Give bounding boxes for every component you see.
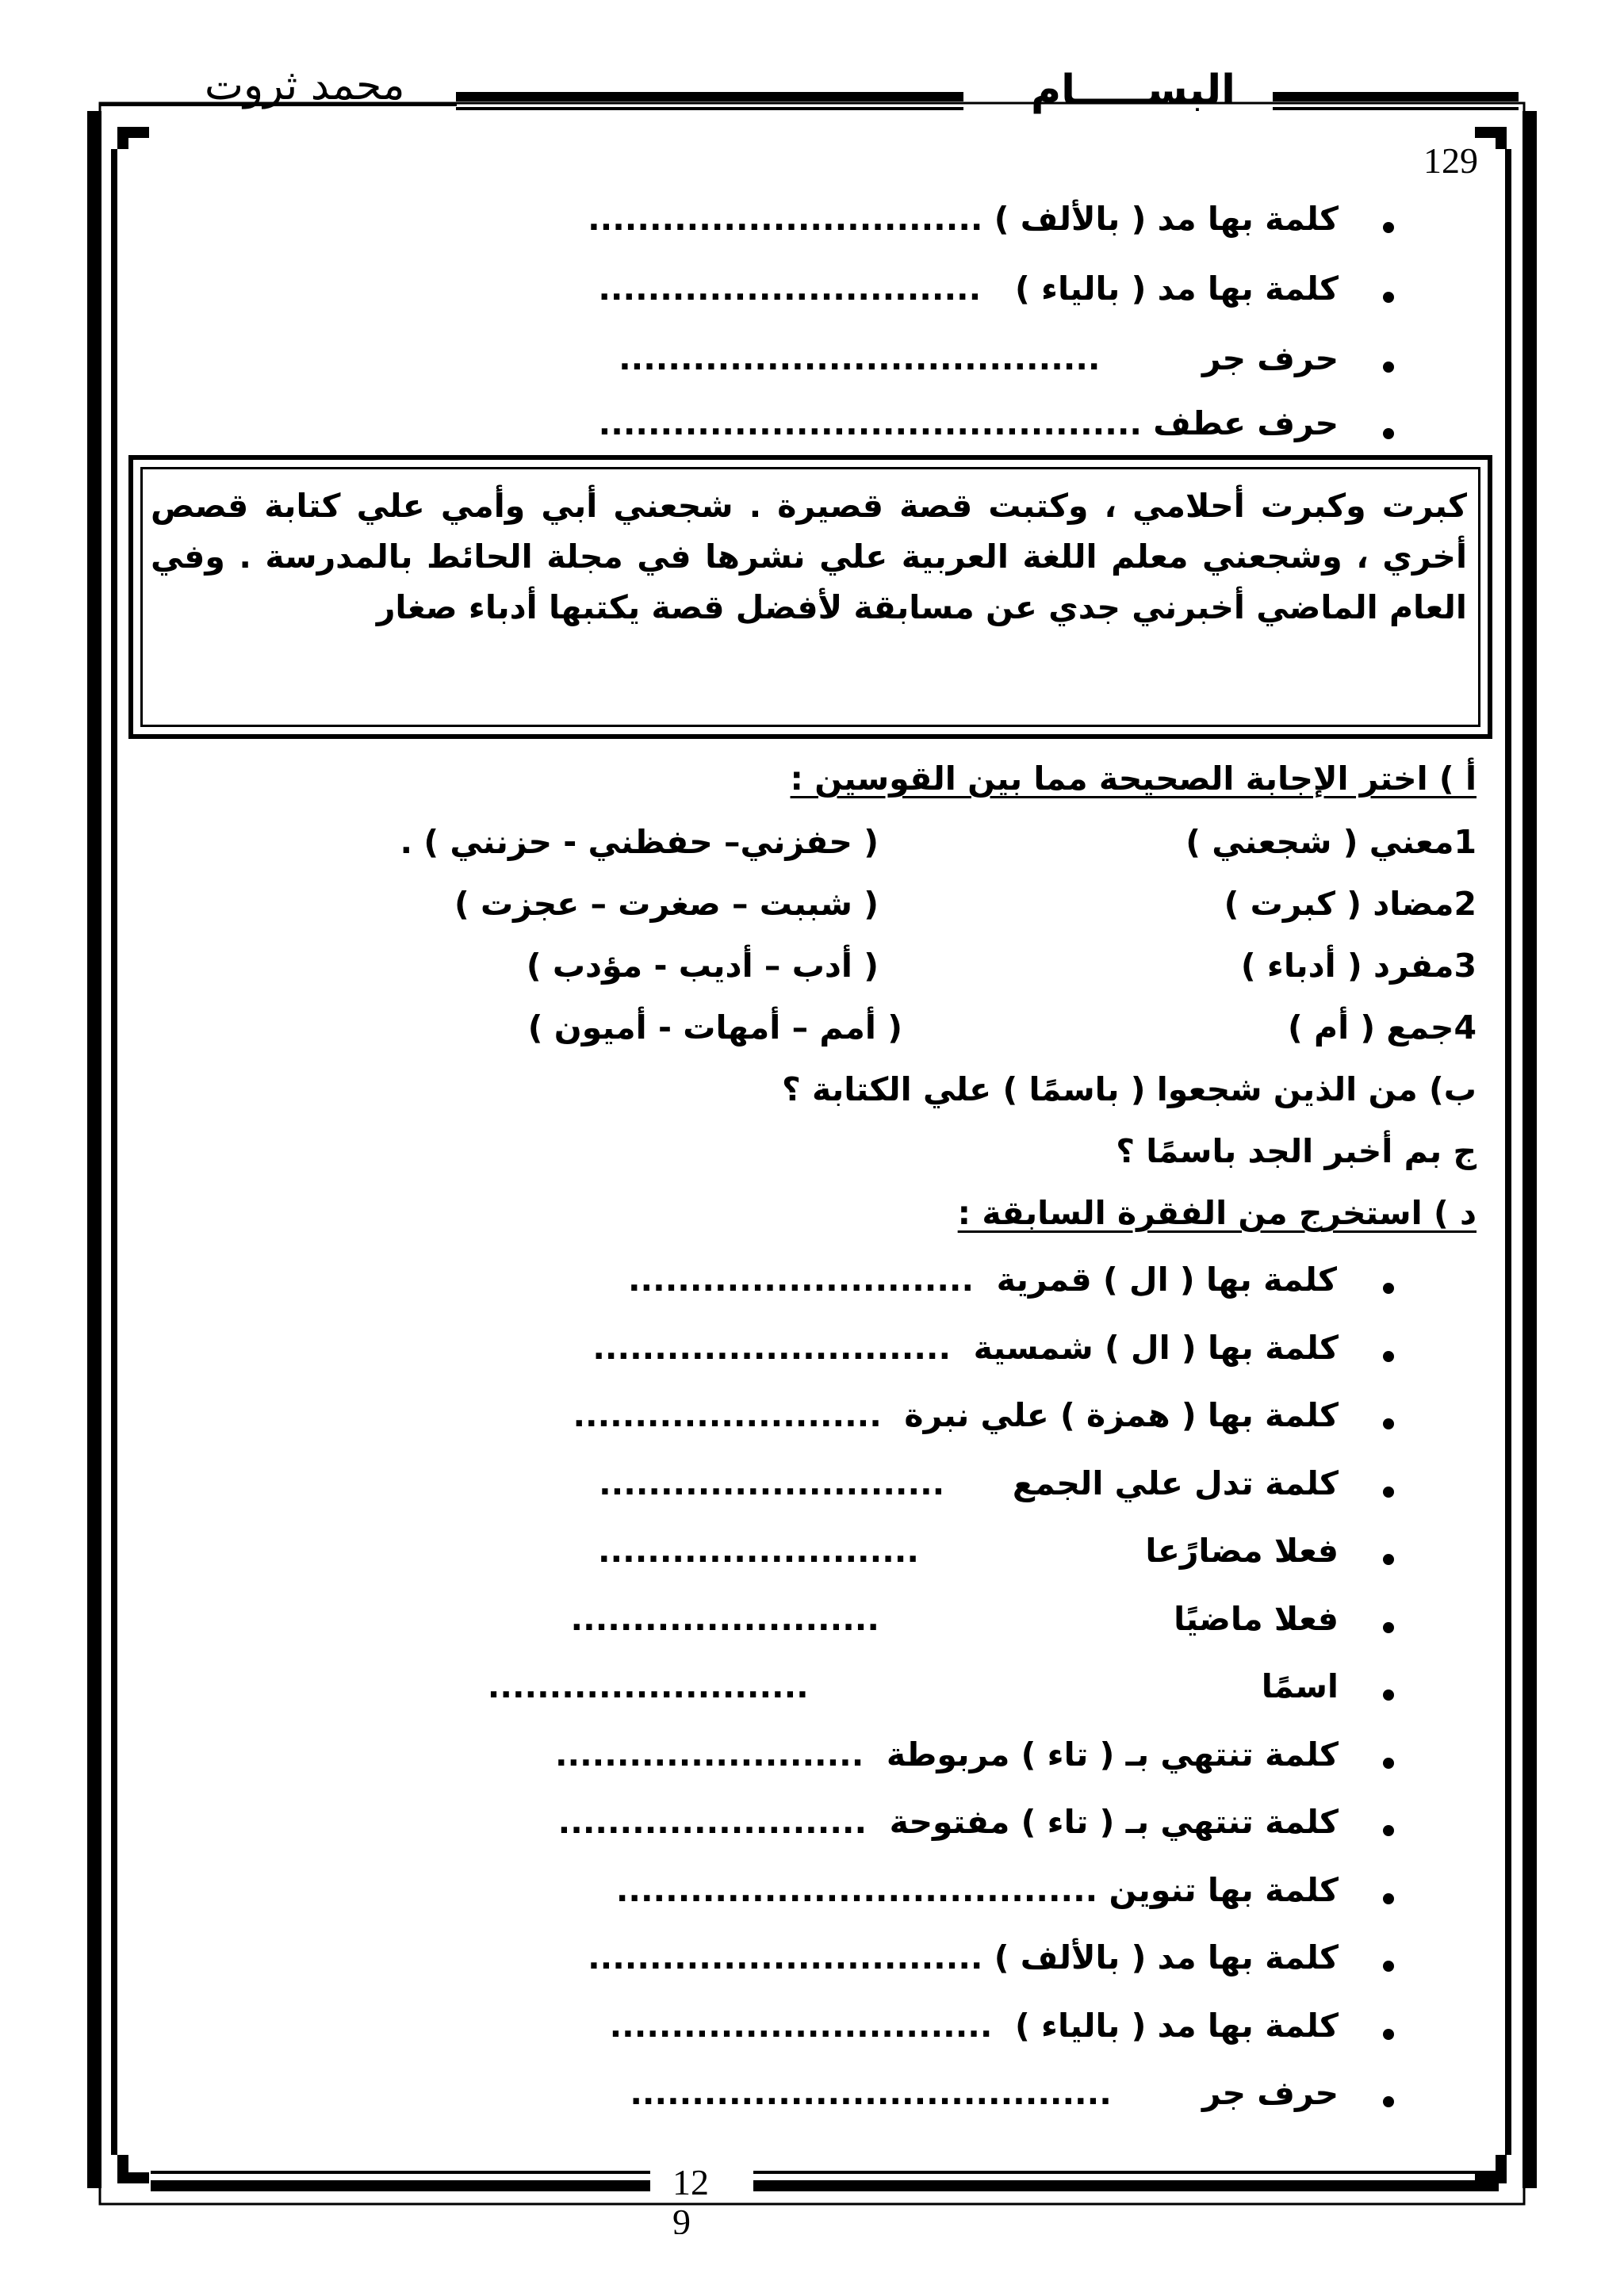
bullet-icon (1383, 428, 1394, 439)
choice-3-prompt: 3مفرد ( أدباء ) (1240, 947, 1477, 985)
bullet-icon (1383, 1689, 1394, 1701)
list-item: حرف عطف ............................................ (598, 404, 1339, 442)
bullet-icon (1383, 1418, 1394, 1429)
list-item (573, 1396, 1339, 1434)
answer-blank: ............................ (599, 1464, 945, 1502)
bullet-icon (1383, 1351, 1394, 1362)
answer-blank: ......................... (557, 1803, 868, 1841)
list-item-label: اسمًا (1261, 1667, 1339, 1705)
list-item-label: كلمة تدل علي الجمع (1012, 1464, 1339, 1502)
question-a-heading: أ ) اختر الإجابة الصحيحة مما بين القوسين : (790, 760, 1477, 798)
bullet-icon (1383, 1283, 1394, 1294)
list-item (588, 1938, 1339, 1976)
bullet-icon (1383, 2029, 1394, 2040)
answer-blank: .......................... (487, 1667, 809, 1705)
bullet-icon (1383, 1622, 1394, 1633)
choice-2-prompt: 2مضاد ( كبرت ) (1224, 885, 1477, 923)
bullet-icon (1383, 292, 1394, 303)
list-item (571, 1600, 1339, 1638)
list-item-label: كلمة بها مد ( بالألف ) (994, 1938, 1339, 1976)
bullet-icon (1383, 1487, 1394, 1498)
list-item (555, 1735, 1339, 1774)
list-item (610, 2007, 1339, 2045)
list-item: حرف جر ....................................... (619, 339, 1339, 377)
list-item (628, 1261, 1337, 1299)
list-item (598, 1532, 1339, 1570)
list-item-label: كلمة بها ( ال ) قمرية (996, 1261, 1337, 1299)
list-item (599, 1464, 1339, 1502)
list-item-label: كلمة بها تنوين (1109, 1870, 1339, 1909)
answer-blank: ............................... (609, 2006, 993, 2045)
page-number: 129 (1423, 140, 1478, 181)
answer-blank: ......................... (573, 1396, 882, 1434)
answer-blank: ......................... (570, 1599, 879, 1638)
list-item (558, 1803, 1339, 1841)
bullet-icon (1383, 1554, 1394, 1565)
choice-1-options: ( حفزني– حفظني - حزنني ) . (400, 823, 879, 861)
list-item-label: كلمة تنتهي بـ ( تاء ) مربوطة (886, 1735, 1339, 1774)
answer-blank: ............................ (627, 1261, 975, 1299)
list-item (616, 1871, 1339, 1909)
question-d-heading: د ) استخرج من الفقرة السابقة : (957, 1194, 1477, 1232)
question-c: ج بم أخبر الجد باسمًا ؟ (1116, 1132, 1477, 1170)
question-b: ب) من الذين شجعوا ( باسمًا ) علي الكتابة ؟ (781, 1070, 1477, 1108)
bullet-icon (1383, 1758, 1394, 1769)
list-item-label: فعلا ماضيًا (1174, 1599, 1339, 1638)
answer-blank: ................................ (588, 1938, 983, 1976)
list-item (488, 1667, 1339, 1705)
bullet-icon (1383, 1961, 1394, 1972)
passage-box (128, 455, 1492, 739)
choice-4-prompt: 4جمع ( أم ) (1288, 1008, 1477, 1047)
passage-text: كبرت وكبرت أحلامي ، وكتبت قصة قصيرة . شجعني أبي وأمي علي كتابة قصص أخري ، وشجعني معلم اللغة العربية علي نشرها في مجلة الحائط بالمدرسة . وفي العام الماضي أخبرني جدي عن مسابقة لأفضل قصة يكتبها أدباء صغار (151, 487, 1467, 626)
list-item: كلمة بها مد ( بالألف ) ................................ (588, 200, 1339, 238)
header-author: محمد ثروت (205, 62, 405, 109)
list-item-label: كلمة بها ( همزة ) علي نبرة (904, 1396, 1339, 1434)
bullet-icon (1383, 1893, 1394, 1904)
choice-4-options: ( أمم – أمهات - أميون ) (527, 1008, 902, 1047)
footer-page-number: 129 (672, 2163, 709, 2234)
answer-blank: ............................. (592, 1328, 952, 1367)
bullet-icon (1383, 1825, 1394, 1836)
list-item-label: حرف جر (1201, 2074, 1339, 2112)
choice-2-options: ( شببت – صغرت – عجزت ) (454, 885, 879, 923)
choice-1-prompt: 1معني ( شجعني ) (1185, 823, 1477, 861)
choice-3-options: ( أدب – أديب - مؤدب ) (526, 947, 879, 985)
header-title: البســـــام (1031, 67, 1235, 114)
list-item (630, 2074, 1339, 2112)
bullet-icon (1383, 222, 1394, 233)
list-item-label: كلمة بها ( ال ) شمسية (973, 1328, 1339, 1367)
bullet-icon (1383, 2096, 1394, 2107)
list-item-label: كلمة تنتهي بـ ( تاء ) مفتوحة (889, 1803, 1339, 1841)
list-item-label: فعلا مضارًعا (1145, 1532, 1339, 1570)
answer-blank: ....................................... (630, 2074, 1112, 2112)
bullet-icon (1383, 362, 1394, 373)
answer-blank: .......................... (597, 1532, 919, 1570)
answer-blank: ......................... (554, 1735, 864, 1774)
list-item (592, 1329, 1339, 1367)
list-item-label: كلمة بها مد ( بالياء ) (1015, 2006, 1339, 2045)
list-item: كلمة بها مد ( بالياء ) ............................... (598, 270, 1339, 308)
answer-blank: ....................................... (615, 1870, 1098, 1909)
